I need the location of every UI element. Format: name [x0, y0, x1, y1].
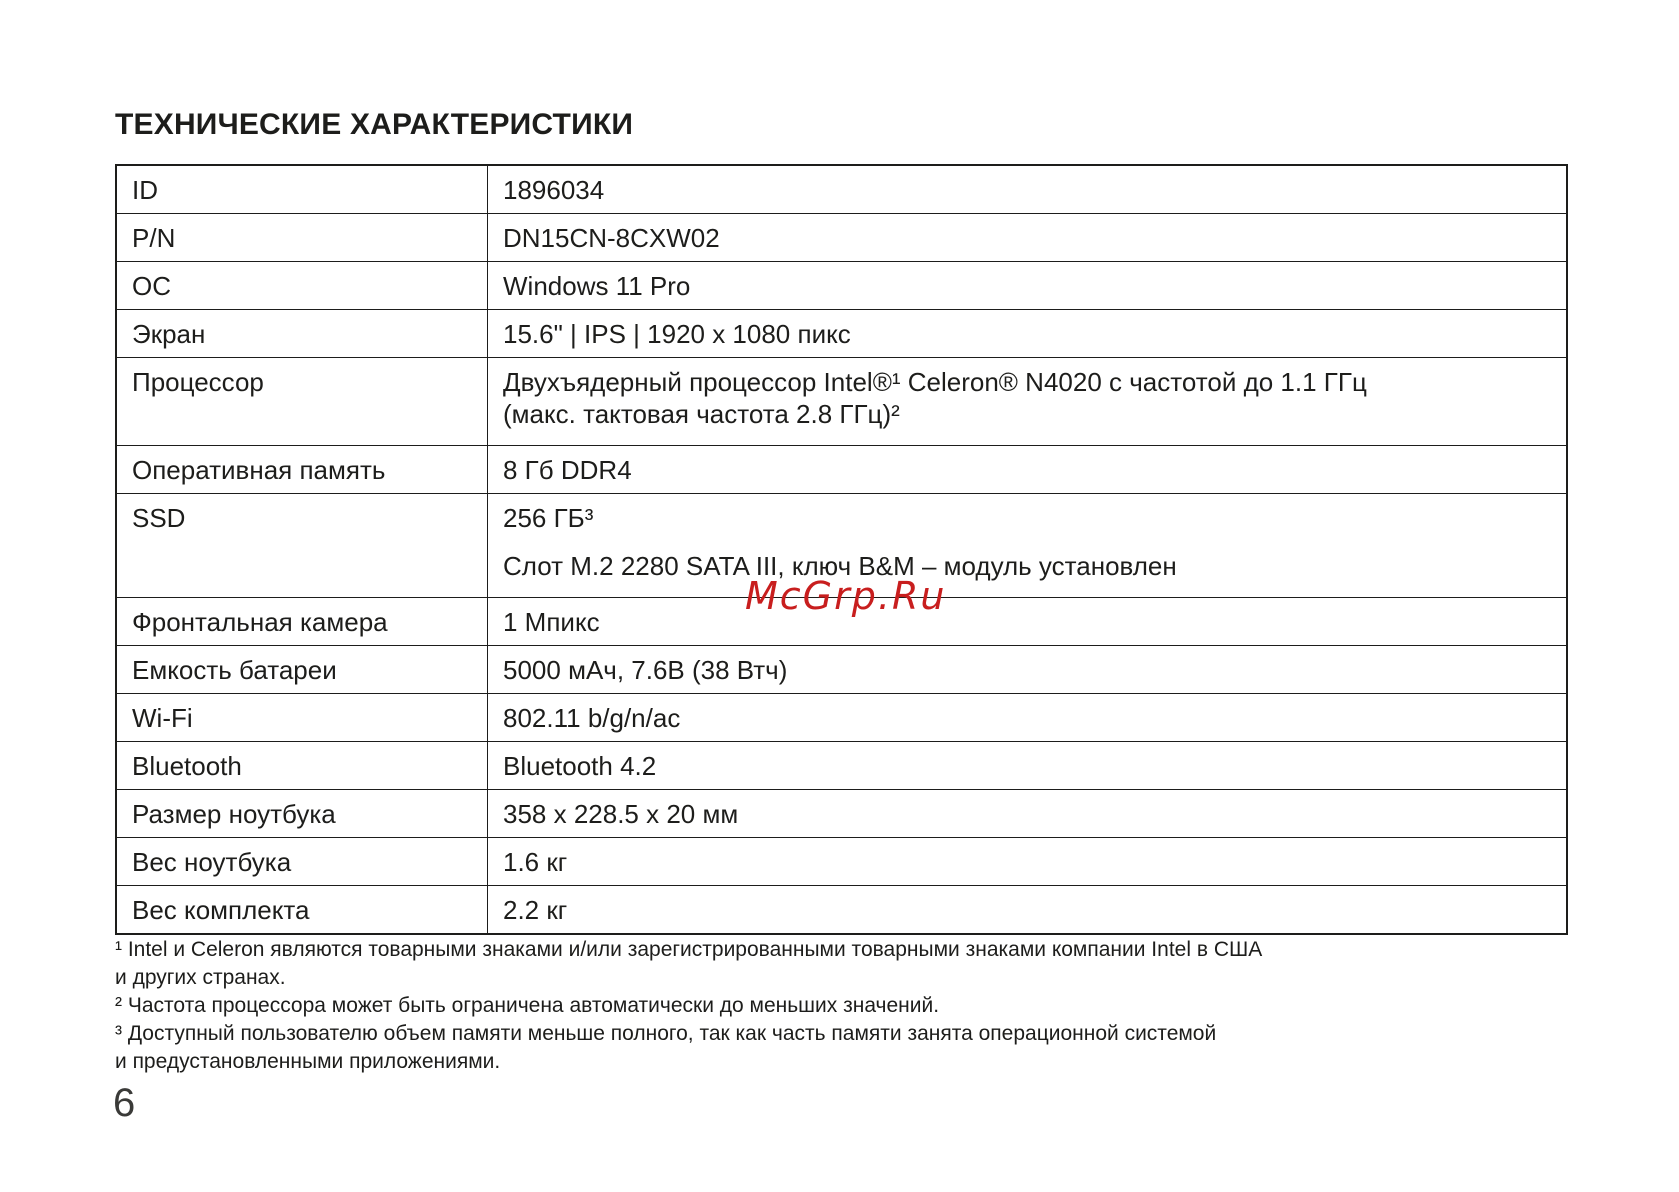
table-row — [116, 262, 1567, 310]
footnote-line: и других странах. — [115, 966, 286, 989]
spec-table — [115, 164, 1568, 935]
footnote-line: ¹ Intel и Celeron являются товарными знаками и/или зарегистрированными товарными знаками компании Intel в США — [115, 938, 1263, 961]
spec-label: P/N — [116, 214, 488, 262]
table-row — [116, 838, 1567, 886]
page-number: 6 — [113, 1081, 136, 1125]
spec-value: 15.6" | IPS | 1920 x 1080 пикс — [488, 310, 1568, 358]
spec-label: Емкость батареи — [116, 646, 488, 694]
spec-label: Вес комплекта — [116, 886, 488, 935]
table-row — [116, 742, 1567, 790]
spec-value: 358 x 228.5 x 20 мм — [488, 790, 1568, 838]
spec-value-line: 256 ГБ³ — [503, 503, 594, 533]
spec-label: Wi-Fi — [116, 694, 488, 742]
spec-value-line: Слот M.2 2280 SATA III, ключ B&M – модуль установлен — [503, 551, 1177, 581]
spec-label: ОС — [116, 262, 488, 310]
spec-label: SSD — [116, 494, 488, 598]
table-row — [116, 165, 1567, 214]
spec-label: Фронтальная камера — [116, 598, 488, 646]
table-row — [116, 214, 1567, 262]
spec-value: 802.11 b/g/n/ac — [488, 694, 1568, 742]
watermark: McGrp.Ru — [745, 574, 947, 618]
table-row — [116, 646, 1567, 694]
spec-label: Вес ноутбука — [116, 838, 488, 886]
spec-label: Размер ноутбука — [116, 790, 488, 838]
spec-value: 2.2 кг — [488, 886, 1568, 935]
spec-label: Оперативная память — [116, 446, 488, 494]
footnotes — [115, 936, 1515, 1076]
table-row — [116, 886, 1567, 935]
spec-value — [488, 358, 1568, 446]
spec-label: Процессор — [116, 358, 488, 446]
spec-value: 1 Мпикс — [488, 598, 1568, 646]
page-title: ТЕХНИЧЕСКИЕ ХАРАКТЕРИСТИКИ — [115, 108, 634, 141]
table-row — [116, 790, 1567, 838]
footnote-line: ² Частота процессора может быть ограничена автоматически до меньших значений. — [115, 994, 940, 1017]
spec-label: Экран — [116, 310, 488, 358]
spec-value: DN15CN-8CXW02 — [488, 214, 1568, 262]
spec-value: 8 Гб DDR4 — [488, 446, 1568, 494]
footnote-line: и предустановленными приложениями. — [115, 1050, 501, 1073]
spec-label: ID — [116, 165, 488, 214]
table-row — [116, 694, 1567, 742]
spec-value: Windows 11 Pro — [488, 262, 1568, 310]
footnote-line: ³ Доступный пользователю объем памяти меньше полного, так как часть памяти занята операционной системой — [115, 1022, 1217, 1045]
table-row — [116, 358, 1567, 446]
spec-value — [488, 494, 1568, 598]
spec-value-line: (макс. тактовая частота 2.8 ГГц)² — [503, 399, 900, 429]
spec-value: 1.6 кг — [488, 838, 1568, 886]
spec-value: 5000 мАч, 7.6В (38 Втч) — [488, 646, 1568, 694]
spec-value: Bluetooth 4.2 — [488, 742, 1568, 790]
spec-label: Bluetooth — [116, 742, 488, 790]
spec-value-line: Двухъядерный процессор Intel®¹ Celeron® N4020 с частотой до 1.1 ГГц — [503, 367, 1367, 397]
spec-value: 1896034 — [488, 165, 1568, 214]
table-row — [116, 310, 1567, 358]
table-row — [116, 446, 1567, 494]
